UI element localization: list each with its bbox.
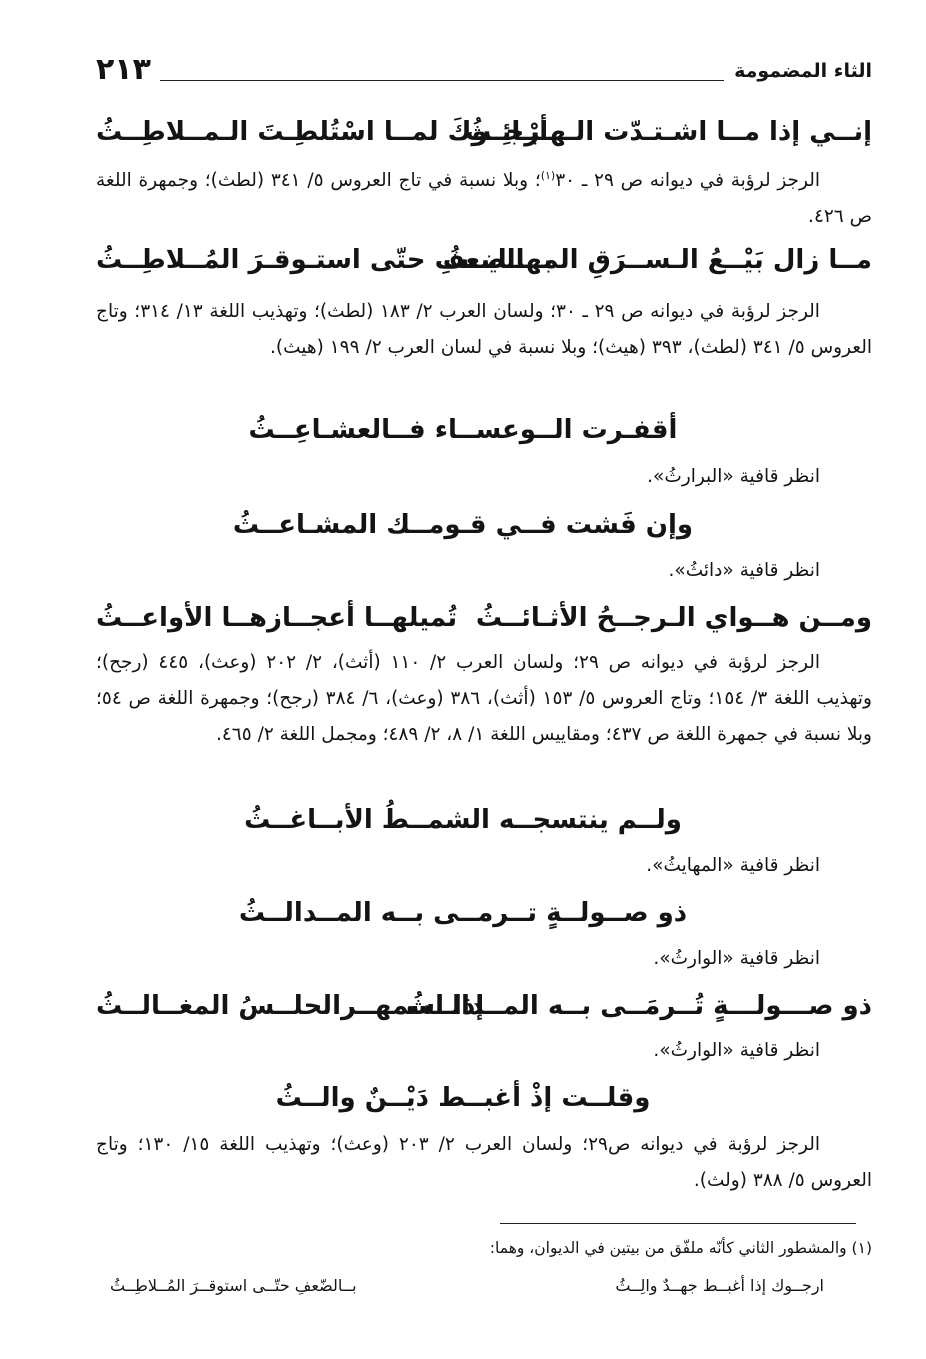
footnote-mark[interactable]: (١): [540, 169, 556, 182]
source-paragraph: الرجز لرؤبة في ديوانه ص ٢٩ ـ ٣٠؛ ولسان العرب ٢/ ١٨٣ (لطث)؛ وتهذيب اللغة ١٣/ ٣١٤؛ وتاج العروس ٥/ ٣٤١ (لطث)، ٣٩٣ (هيث)؛ وبلا نسبة في لسان العرب ٢/ ١٩٩ (هيث).: [96, 301, 872, 358]
verse-hemistich-left: تُميلهــا أعجــازهــا الأواعــثُ: [96, 603, 458, 633]
page-number: ٢١٣: [96, 52, 151, 87]
footnote-verse-left: بــالضّعفِ حتّــى استوقــرَ المُــلاطِــثُ: [110, 1276, 357, 1295]
see-also-note: انظر قافية «الوارثُ».: [653, 948, 820, 969]
footnote-verse-right: ارجــوك إذا أغبــط جهــدٌ والِــثُ: [615, 1276, 824, 1295]
source-text-continued: ؛ وبلا نسبة في تاج العروس ٥/ ٣٤١ (لطث)؛ وجمهرة اللغة ص ٤٢٦.: [96, 170, 872, 228]
footnote-rule: [500, 1223, 856, 1224]
verse-line: وقلــت إذْ أغبــط دَيْــنٌ والــثُ: [275, 1083, 651, 1113]
source-text: الرجز لرؤبة في ديوانه ص ٢٩ ـ ٣٠: [555, 170, 820, 192]
source-paragraph: الرجز لرؤبة في ديوانه ص ٢٩؛ ولسان العرب ٢/ ١١٠ (أثث)، ٢/ ٢٠٢ (وعث)، ٤٤٥ (رجح)؛ وتهذيب اللغة ٣/ ١٥٤؛ وتاج العروس ٥/ ١٥٣ (أثث)، ٣٨٦ (وعث)، ٦/ ٣٨٤ (رجح)؛ وجمهرة اللغة ص ٥٤؛ وبلا نسبة في جمهرة اللغة ص ٤٣٧؛ ومقاييس اللغة ١/ ٨، ٢/ ٤٨٩؛ ومجمل اللغة ٢/ ٤٦٥.: [96, 652, 872, 745]
source-paragraph: [96, 158, 872, 235]
see-also-note: انظر قافية «المهايثُ».: [646, 855, 820, 876]
verse-hemistich-left: أرْجــوكَ لمــا اسْتُلطِـتَ الـمــلاطِــثُ: [96, 117, 549, 147]
verse-line: وإن فَشت فــي قـومــك المشـاعــثُ: [232, 510, 694, 540]
verse-hemistich-right: ومــن هــواي الـرجــحُ الأثـائــثُ: [475, 603, 872, 633]
verse-hemistich-right: ذو صـــولـــةٍ تُــرمَــى بــه المــدالــثُ: [405, 991, 872, 1021]
verse-line: أقفـرت الــوعســاء فــالعشـاعِــثُ: [248, 415, 678, 445]
verse-hemistich-right: إنــي إذا مــا اشـتـدّت الـهـبـائِـثُ: [465, 117, 872, 147]
source-paragraph: الرجز لرؤبة في ديوانه ص٢٩؛ ولسان العرب ٢/ ٢٠٣ (وعث)؛ وتهذيب اللغة ١٥/ ١٣٠؛ وتاج العروس ٥/ ٣٨٨ (ولث).: [96, 1134, 872, 1191]
section-title: الثاء المضمومة: [734, 60, 872, 82]
see-also-note: انظر قافية «البرارثُ».: [647, 466, 820, 487]
verse-hemistich-right: مــا زال بَيْــعُ الـســرَقِ المهــايــثُ: [442, 245, 872, 275]
verse-line: ولــم ينتسجــه الشمــطُ الأبــاغــثُ: [244, 805, 682, 835]
verse-line: ذو صــولــةٍ تــرمــى بــه المــدالــثُ: [238, 898, 688, 928]
see-also-note: انظر قافية «الوارثُ».: [653, 1040, 820, 1061]
header-rule: [160, 80, 724, 81]
verse-hemistich-left: إذا اسمهــرالحلــسُ المغــالــثُ: [96, 991, 485, 1021]
verse-hemistich-left: بــالضعفِ حتّى استـوقـرَ المُــلاطِــثُ: [96, 245, 553, 275]
see-also-note: انظر قافية «دائثُ».: [668, 560, 820, 581]
footnote-text: (١) والمشطور الثاني كأنّه ملفّق من بيتين في الديوان، وهما:: [489, 1239, 872, 1257]
